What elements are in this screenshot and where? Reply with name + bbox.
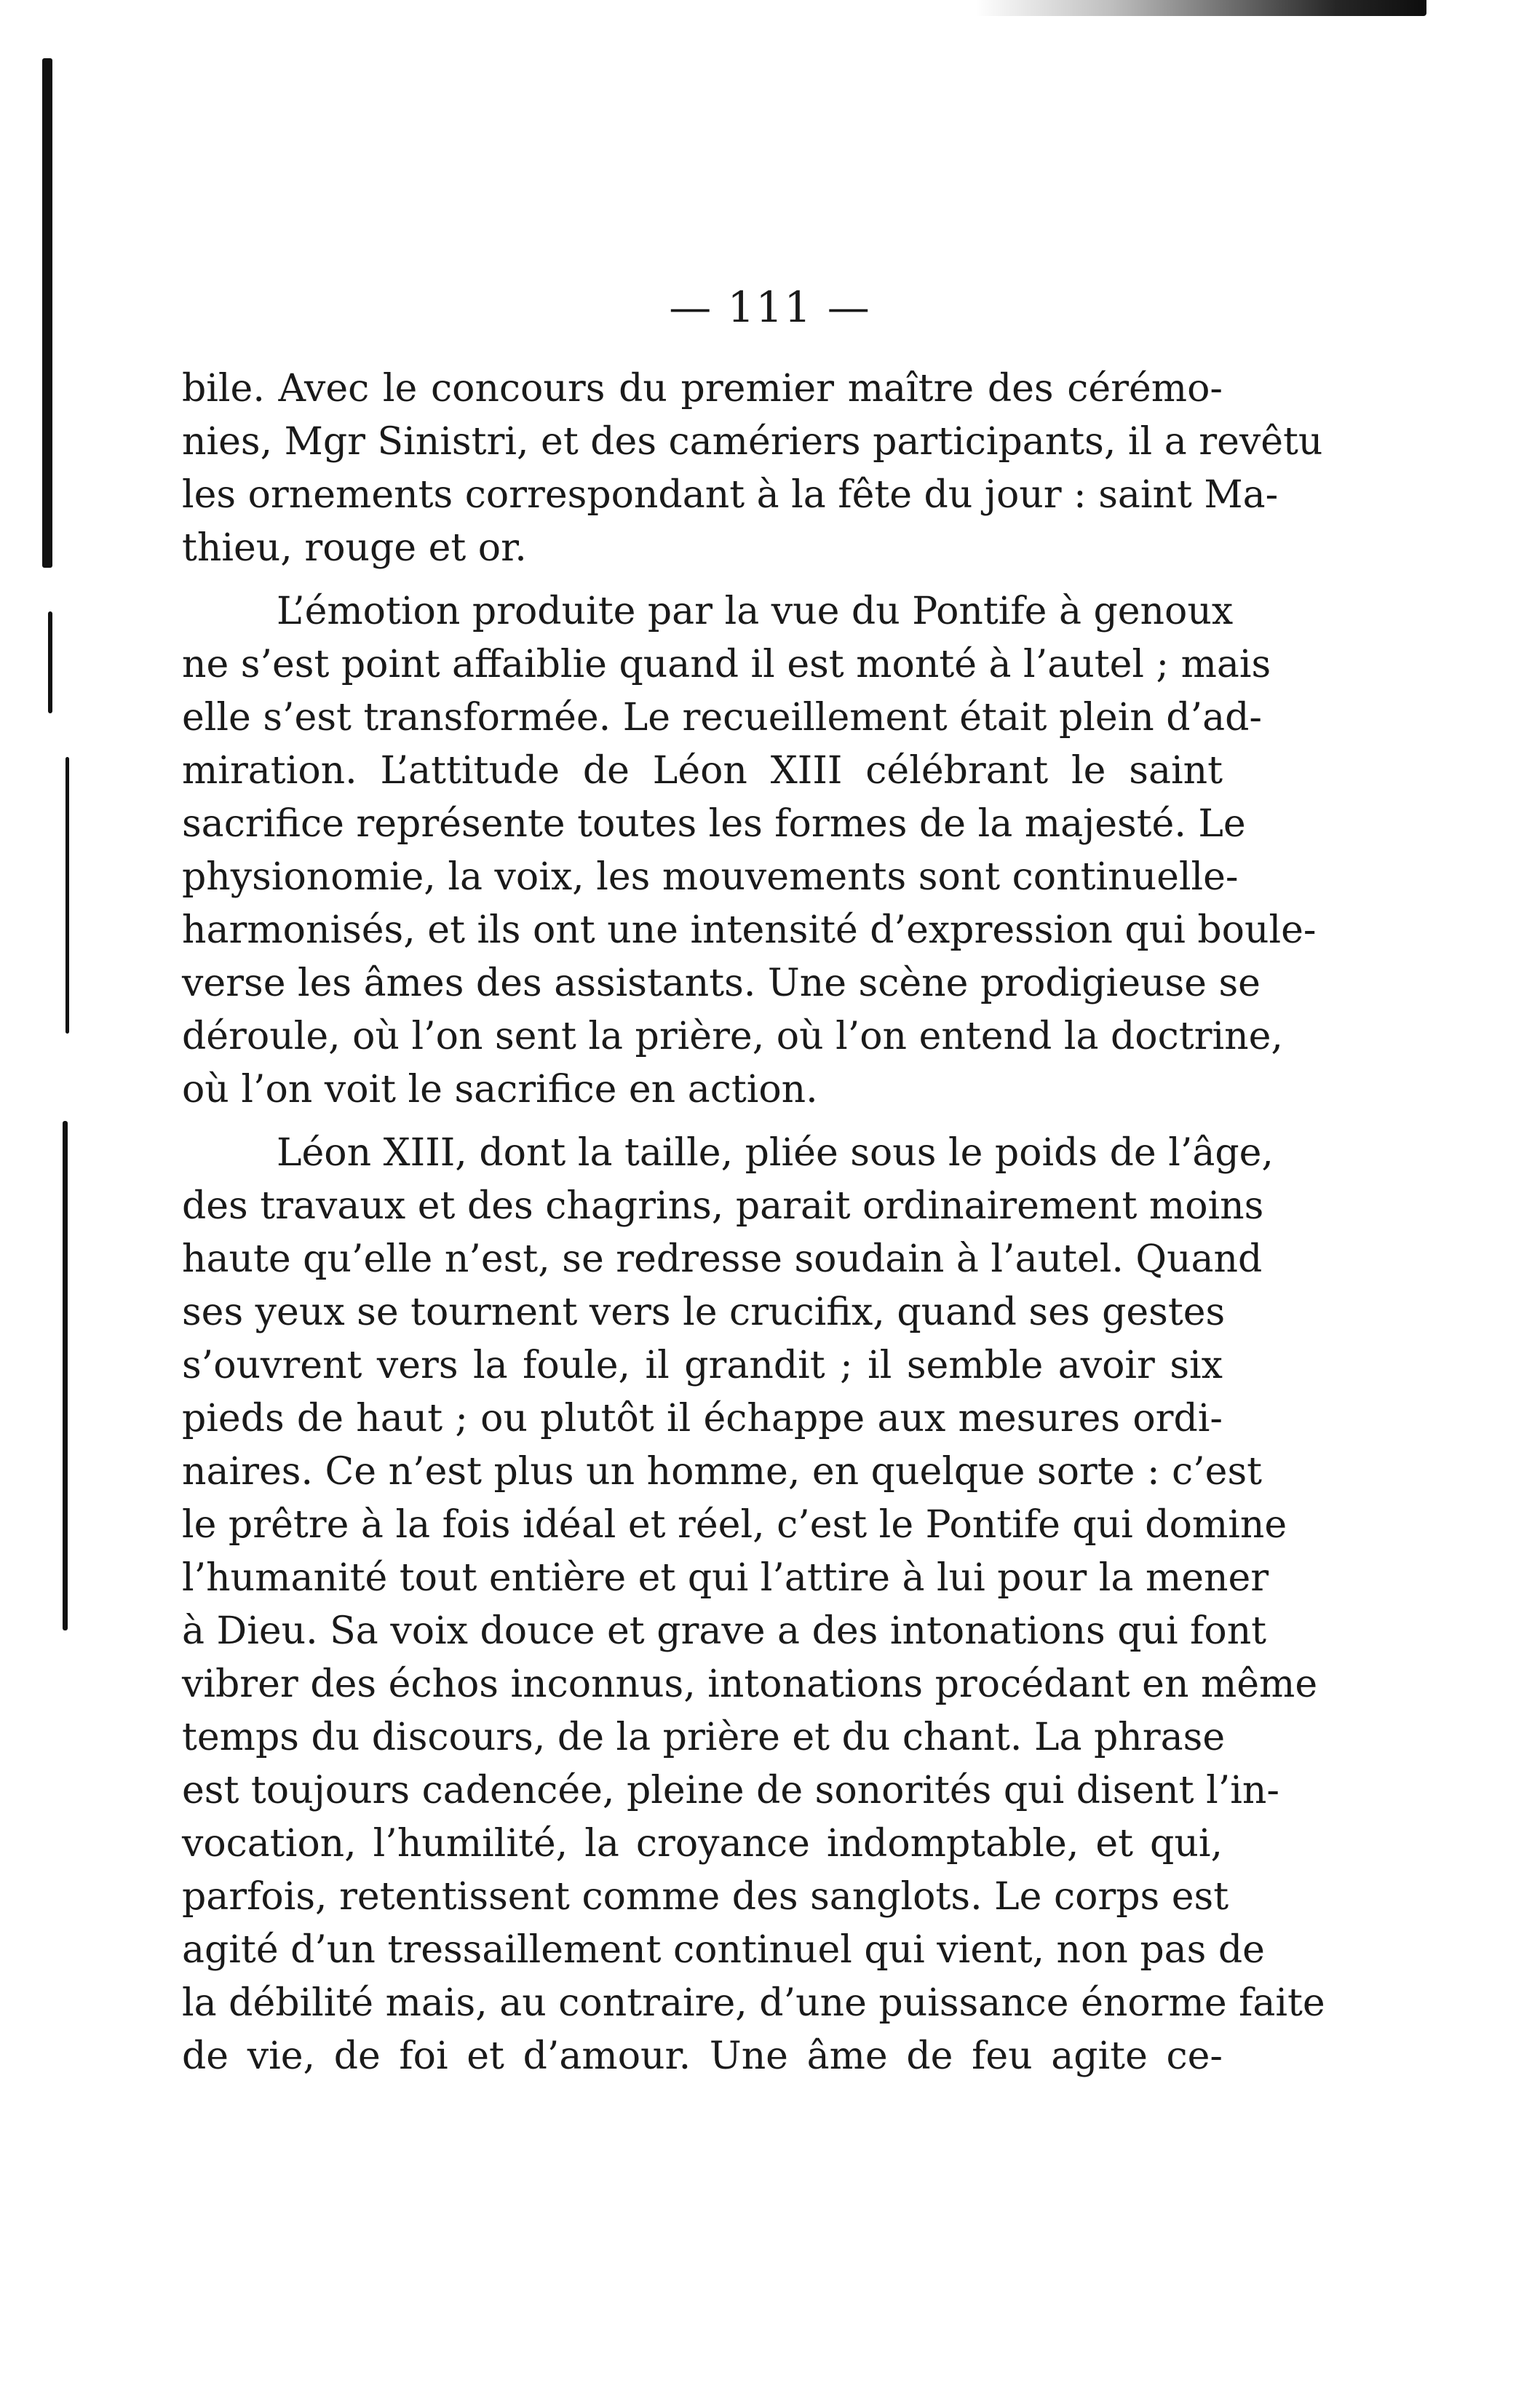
paragraph (182, 362, 1323, 575)
text-line: où l’on voit le sacrifice en action. (182, 1068, 818, 1111)
paragraph (182, 585, 1317, 1117)
text-line: à Dieu. Sa voix douce et grave a des intonations qui font (182, 1609, 1267, 1653)
text-line: agité d’un tressaillement continuel qui vient, non pas de (182, 1928, 1265, 1972)
text-line: des travaux et des chagrins, parait ordinairement moins (182, 1184, 1264, 1228)
text-line: la débilité mais, au contraire, d’une puissance énorme faite (182, 1981, 1325, 2025)
text-line: haute qu’elle n’est, se redresse soudain à l’autel. Quand (182, 1237, 1263, 1281)
text-line: bile. Avec le concours du premier maître des cérémo- (182, 367, 1223, 411)
body-text (182, 362, 1325, 2093)
text-line: est toujours cadencée, pleine de sonorités qui disent l’in- (182, 1769, 1279, 1812)
text-line: de vie, de foi et d’amour. Une âme de feu agite ce- (182, 2034, 1223, 2078)
scan-edge-mark (63, 1121, 68, 1630)
text-line: l’humanité tout entière et qui l’attire à lui pour la mener (182, 1556, 1269, 1600)
text-line: L’émotion produite par la vue du Pontife à genoux (277, 590, 1234, 633)
scan-smudge-top (975, 0, 1426, 16)
text-line: elle s’est transformée. Le recueillement était plein d’ad- (182, 696, 1262, 740)
text-line: s’ouvrent vers la foule, il grandit ; il semble avoir six (182, 1344, 1223, 1387)
text-line: nies, Mgr Sinistri, et des camériers participants, il a revêtu (182, 420, 1323, 464)
text-line: ne s’est point affaiblie quand il est monté à l’autel ; mais (182, 643, 1271, 686)
text-line: le prêtre à la fois idéal et réel, c’est le Pontife qui domine (182, 1503, 1287, 1547)
text-line: ses yeux se tournent vers le crucifix, quand ses gestes (182, 1291, 1226, 1334)
text-line: verse les âmes des assistants. Une scène prodigieuse se (182, 962, 1261, 1005)
text-line: parfois, retentissent comme des sanglots. Le corps est (182, 1875, 1229, 1919)
text-line: vibrer des échos inconnus, intonations procédant en même (182, 1662, 1318, 1706)
text-line: Léon XIII, dont la taille, pliée sous le poids de l’âge, (277, 1131, 1274, 1175)
text-line: temps du discours, de la prière et du chant. La phrase (182, 1716, 1226, 1759)
page-number: — 111 — (669, 282, 871, 332)
text-line: thieu, rouge et or. (182, 526, 527, 570)
text-line: vocation, l’humilité, la croyance indomptable, et qui, (182, 1822, 1223, 1866)
text-line: pieds de haut ; ou plutôt il échappe aux mesures ordi- (182, 1397, 1223, 1440)
scan-edge-mark (66, 757, 69, 1034)
text-line: les ornements correspondant à la fête du jour : saint Ma- (182, 473, 1279, 517)
scan-edge-mark (48, 611, 52, 713)
text-line: naires. Ce n’est plus un homme, en quelque sorte : c’est (182, 1450, 1263, 1494)
paragraph (182, 1127, 1325, 2083)
text-line: harmonisés, et ils ont une intensité d’expression qui boule- (182, 908, 1317, 952)
text-line: sacrifice représente toutes les formes de la majesté. Le (182, 802, 1246, 846)
text-line: déroule, où l’on sent la prière, où l’on entend la doctrine, (182, 1015, 1283, 1058)
text-line: miration. L’attitude de Léon XIII célébrant le saint (182, 749, 1223, 793)
text-line: physionomie, la voix, les mouvements sont continuelle- (182, 855, 1239, 899)
